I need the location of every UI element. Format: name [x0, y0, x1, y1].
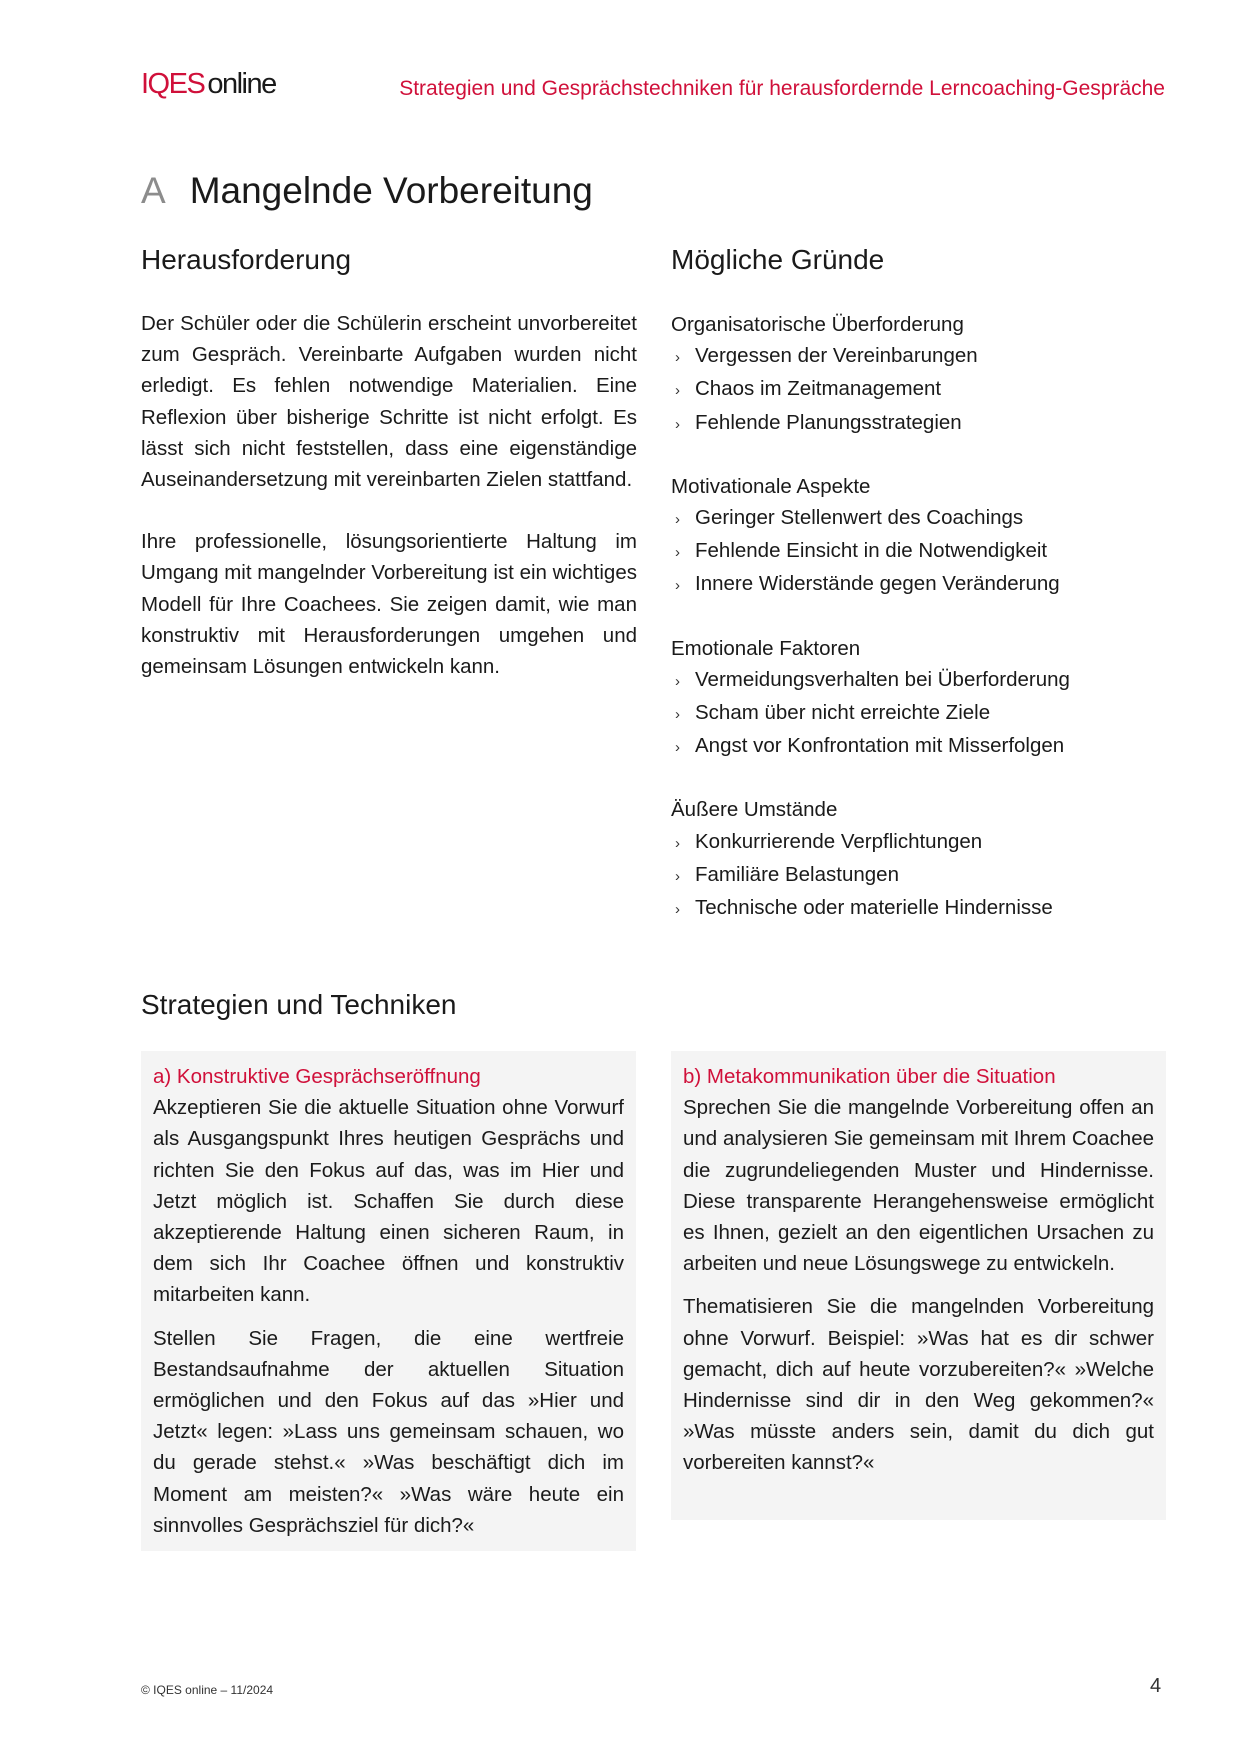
chevron-right-icon: › [675, 706, 680, 724]
chevron-right-icon: › [675, 511, 680, 529]
chevron-right-icon: › [675, 672, 680, 690]
reasons-list [671, 309, 1151, 956]
chevron-right-icon: › [675, 867, 680, 885]
strategy-paragraph: Akzeptieren Sie die aktuelle Situation ohne Vorwurf als Ausgangspunkt Ihres heutigen Gesprächs und richten Sie den Fokus auf das, was im Hier und Jetzt möglich ist. Schaffen Sie durch diese akzeptierende Haltung einen sicheren Raum, in dem sich Ihr Coachee öffnen und konstruktiv mitarbeiten kann. [153, 1096, 624, 1307]
reason-text: Angst vor Konfrontation mit Misserfolgen [695, 734, 1065, 758]
section-title-text: Mangelnde Vorbereitung [189, 170, 593, 211]
list-item [671, 826, 1151, 859]
reasons-heading: Mögliche Gründe [671, 244, 885, 275]
reason-text: Chaos im Zeitmanagement [695, 377, 942, 401]
logo-iqes: IQES [141, 68, 205, 100]
strategy-title: a) Konstruktive Gesprächseröffnung [153, 1065, 481, 1088]
reason-text: Fehlende Einsicht in die Notwendigkeit [695, 539, 1048, 563]
challenge-paragraph: Ihre professionelle, lösungsorientierte Haltung im Umgang mit mangelnder Vorbereitung ist ein wichtiges Modell für Ihre Coachees. Sie zeigen damit, wie man konstruktiv mit Herausforderungen umgehen und gemeinsam Lösungen entwickeln kann. [141, 530, 637, 679]
logo-online: online [207, 68, 276, 100]
document-title: Strategien und Gesprächstechniken für herausfordernde Lerncoaching-Gespräche [399, 77, 1165, 100]
page-number: 4 [1150, 1675, 1162, 1697]
list-item [671, 407, 1151, 440]
footer-copyright: © IQES online – 11/2024 [141, 1683, 274, 1697]
strategy-paragraph: Sprechen Sie die mangelnde Vorbereitung offen an und analysieren Sie gemeinsam mit Ihrem Coachee die zugrundeliegenden Muster und Hindernisse. Diese transparente Herangehensweise ermöglicht es Ihnen, gezielt an den eigentlichen Ursachen zu arbeiten und neue Lösungswege zu entwickeln. [683, 1096, 1154, 1276]
strategy-title: b) Metakommunikation über die Situation [683, 1065, 1056, 1088]
iqes-logo [141, 70, 276, 99]
strategy-box-a [141, 1051, 636, 1551]
strategy-paragraph: Stellen Sie Fragen, die eine wertfreie Bestandsaufnahme der aktuellen Situation ermöglichen und den Fokus auf das »Hier und Jetzt« legen: »Lass uns gemeinsam schauen, wo du gerade stehst.« »Was beschäftigt dich im Moment am meisten?« »Was wäre heute ein sinnvolles Gesprächsziel für dich?« [153, 1326, 624, 1537]
chevron-right-icon: › [675, 415, 680, 433]
section-title [141, 172, 593, 209]
reason-group [671, 309, 1151, 440]
challenge-heading: Herausforderung [141, 244, 352, 275]
reason-group-title: Motivationale Aspekte [671, 474, 871, 498]
reason-text: Fehlende Planungsstrategien [695, 410, 962, 434]
list-item [671, 664, 1151, 697]
strategies-heading: Strategien und Techniken [141, 989, 457, 1020]
reason-group-title: Emotionale Faktoren [671, 636, 861, 660]
challenge-text [141, 308, 637, 713]
reason-text: Innere Widerstände gegen Veränderung [695, 572, 1060, 596]
challenge-paragraph: Der Schüler oder die Schülerin erscheint unvorbereitet zum Gespräch. Vereinbarte Aufgaben wurden nicht erledigt. Es fehlen notwendige Materialien. Eine Reflexion über bisherige Schritte ist nicht erfolgt. Es lässt sich nicht feststellen, dass eine eigenständige Auseinandersetzung mit vereinbarten Zielen stattfand. [141, 312, 637, 492]
reason-text: Geringer Stellenwert des Coachings [695, 506, 1024, 530]
chevron-right-icon: › [675, 577, 680, 595]
chevron-right-icon: › [675, 382, 680, 400]
list-item [671, 568, 1151, 601]
chevron-right-icon: › [675, 544, 680, 562]
strategy-box-b [671, 1051, 1166, 1520]
strategy-paragraph: Thematisieren Sie die mangelnden Vorbereitung ohne Vorwurf. Beispiel: »Was hat es dir schwer gemacht, dich auf heute vorzubereiten?« »Welche Hindernisse sind dir in den Weg gekommen?« »Was müsste anders sein, damit du dich gut vorbereiten kannst?« [683, 1295, 1154, 1475]
reason-text: Scham über nicht erreichte Ziele [695, 701, 991, 725]
reason-group [671, 471, 1151, 602]
list-item [671, 730, 1151, 763]
reason-text: Konkurrierende Verpflichtungen [695, 829, 983, 853]
reason-group-title: Äußere Umstände [671, 798, 838, 822]
reason-text: Vergessen der Vereinbarungen [695, 344, 978, 368]
list-item [671, 892, 1151, 925]
list-item [671, 535, 1151, 568]
chevron-right-icon: › [675, 739, 680, 757]
chevron-right-icon: › [675, 349, 680, 367]
reason-text: Familiäre Belastungen [695, 862, 899, 886]
reason-text: Vermeidungsverhalten bei Überforderung [695, 667, 1070, 691]
reason-group [671, 633, 1151, 764]
list-item [671, 859, 1151, 892]
reason-text: Technische oder materielle Hindernisse [695, 896, 1053, 920]
reason-group-title: Organisatorische Überforderung [671, 313, 964, 336]
reason-group [671, 794, 1151, 925]
list-item [671, 373, 1151, 406]
chevron-right-icon: › [675, 834, 680, 852]
section-letter: A [141, 170, 166, 211]
list-item [671, 502, 1151, 535]
list-item [671, 340, 1151, 373]
list-item [671, 697, 1151, 730]
chevron-right-icon: › [675, 901, 680, 919]
